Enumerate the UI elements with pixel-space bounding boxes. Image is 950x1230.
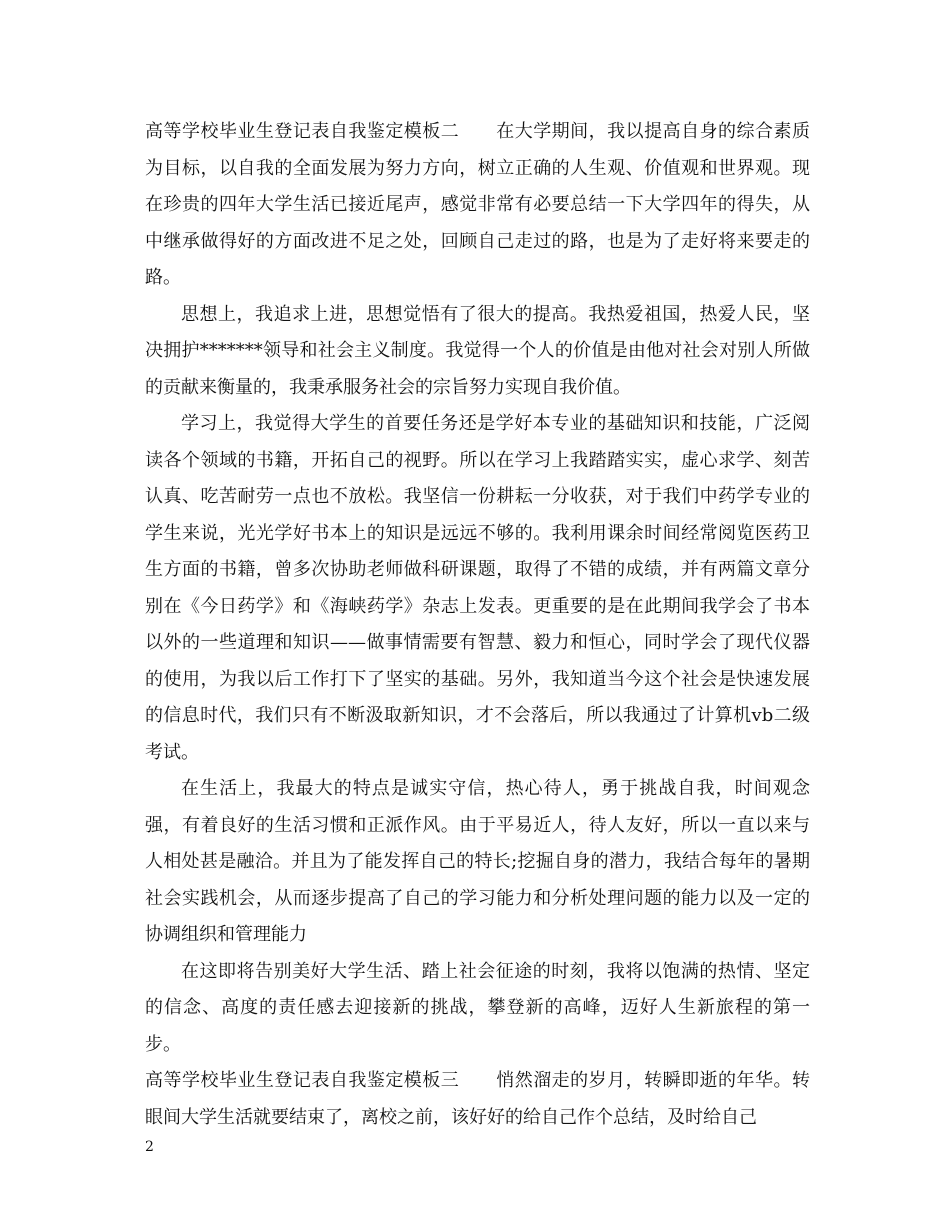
paragraph-closing: 在这即将告别美好大学生活、踏上社会征途的时刻，我将以饱满的热情、坚定的信念、高度的责任感去迎接新的挑战，攀登新的高峰，迈好人生新旅程的第一步。 [145,960,810,1055]
paragraph-template-two-intro: 高等学校毕业生登记表自我鉴定模板二 在大学期间，我以提高自身的综合素质为目标，以自我的全面发展为努力方向，树立正确的人生观、价值观和世界观。现在珍贵的四年大学生活已接近尾声，感觉非常有必要总结一下大学四年的得失，从中继承做得好的方面改进不足之处，回顾自己走过的路，也是为了走好将来要走的路。 [145,121,810,288]
paragraph-template-three-intro: 高等学校毕业生登记表自我鉴定模板三 悄然溜走的岁月，转瞬即逝的年华。转眼间大学生活就要结束了，离校之前，该好好的给自己作个总结，及时给自己 [145,1070,810,1128]
paragraph-life: 在生活上，我最大的特点是诚实守信，热心待人，勇于挑战自我，时间观念强，有着良好的生活习惯和正派作风。由于平易近人，待人友好，所以一直以来与人相处甚是融洽。并且为了能发挥自己的特长;挖掘自身的潜力，我结合每年的暑期社会实践机会，从而逐步提高了自己的学习能力和分析处理问题的能力以及一定的协调组织和管理能力 [145,778,810,945]
paragraph-ideology: 思想上，我追求上进，思想觉悟有了很大的提高。我热爱祖国，热爱人民，坚决拥护*******领导和社会主义制度。我觉得一个人的价值是由他对社会对别人所做的贡献来衡量的，我秉承服务社会的宗旨努力实现自我价值。 [145,303,810,398]
page-number: 2 [145,1139,154,1155]
paragraph-study: 学习上，我觉得大学生的首要任务还是学好本专业的基础知识和技能，广泛阅读各个领域的书籍，开拓自己的视野。所以在学习上我踏踏实实，虚心求学、刻苦认真、吃苦耐劳一点也不放松。我坚信一份耕耘一分收获，对于我们中药学专业的学生来说，光光学好书本上的知识是远远不够的。我利用课余时间经常阅览医药卫生方面的书籍，曾多次协助老师做科研课题，取得了不错的成绩，并有两篇文章分别在《今日药学》和《海峡药学》杂志上发表。更重要的是在此期间我学会了书本以外的一些道理和知识——做事情需要有智慧、毅力和恒心，同时学会了现代仪器的使用，为我以后工作打下了坚实的基础。另外，我知道当今这个社会是快速发展的信息时代，我们只有不断汲取新知识，才不会落后，所以我通过了计算机vb二级考试。 [145,413,810,763]
document-body [145,114,810,1136]
